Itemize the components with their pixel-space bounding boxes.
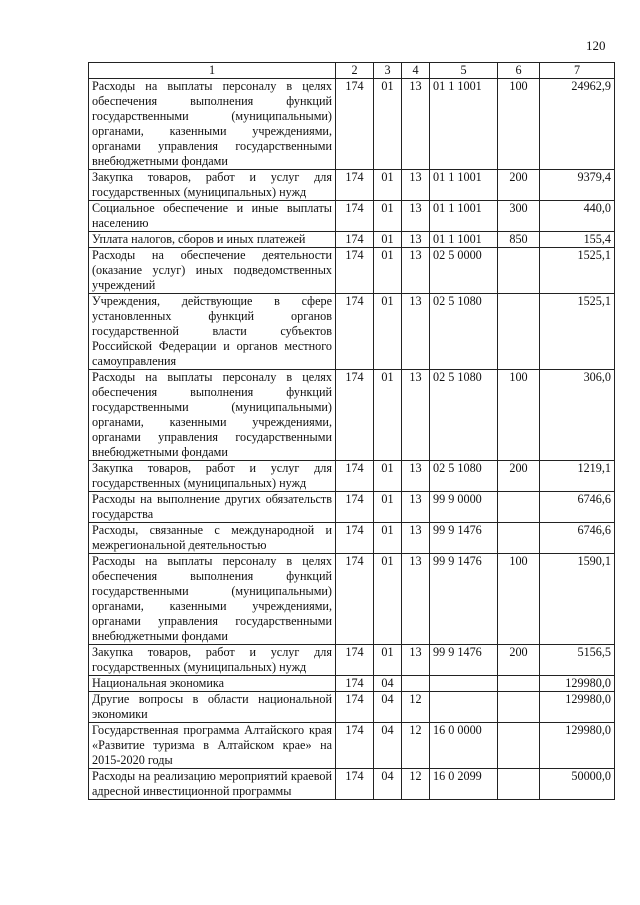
expense-name-cell: Расходы на выплаты персоналу в целях обеспечения выполнения функций государственными (муниципальными) органами, казенными учреждениями, органами управления государственными внебюджетными фондами <box>89 370 336 461</box>
ministry-code-cell: 174 <box>336 645 374 676</box>
table-row <box>89 201 615 232</box>
expense-type-cell: 100 <box>498 370 540 461</box>
table-row <box>89 370 615 461</box>
section-code-cell: 01 <box>374 79 402 170</box>
target-article-cell: 99 9 0000 <box>430 492 498 523</box>
table-row <box>89 492 615 523</box>
amount-cell: 440,0 <box>540 201 615 232</box>
target-article-cell: 16 0 0000 <box>430 723 498 769</box>
amount-cell: 6746,6 <box>540 523 615 554</box>
section-code-cell: 01 <box>374 461 402 492</box>
ministry-code-cell: 174 <box>336 461 374 492</box>
table-row <box>89 692 615 723</box>
subsection-code-cell: 13 <box>402 294 430 370</box>
section-code-cell: 04 <box>374 692 402 723</box>
ministry-code-cell: 174 <box>336 170 374 201</box>
expense-name-cell: Расходы на выполнение других обязательств государства <box>89 492 336 523</box>
header-cell: 1 <box>89 63 336 79</box>
expense-type-cell: 100 <box>498 554 540 645</box>
table-row <box>89 79 615 170</box>
ministry-code-cell: 174 <box>336 676 374 692</box>
subsection-code-cell: 13 <box>402 554 430 645</box>
table-row <box>89 554 615 645</box>
subsection-code-cell: 13 <box>402 248 430 294</box>
table-row <box>89 248 615 294</box>
section-code-cell: 04 <box>374 676 402 692</box>
subsection-code-cell: 13 <box>402 201 430 232</box>
ministry-code-cell: 174 <box>336 554 374 645</box>
expense-type-cell: 200 <box>498 461 540 492</box>
amount-cell: 1219,1 <box>540 461 615 492</box>
section-code-cell: 01 <box>374 294 402 370</box>
expense-name-cell: Закупка товаров, работ и услуг для государственных (муниципальных) нужд <box>89 170 336 201</box>
expense-name-cell: Расходы, связанные с международной и межрегиональной деятельностью <box>89 523 336 554</box>
expense-name-cell: Государственная программа Алтайского края «Развитие туризма в Алтайском крае» на 2015-2020 годы <box>89 723 336 769</box>
subsection-code-cell: 12 <box>402 769 430 800</box>
expense-type-cell: 200 <box>498 170 540 201</box>
subsection-code-cell: 12 <box>402 723 430 769</box>
subsection-code-cell: 13 <box>402 232 430 248</box>
amount-cell: 1590,1 <box>540 554 615 645</box>
header-cell: 2 <box>336 63 374 79</box>
target-article-cell: 99 9 1476 <box>430 523 498 554</box>
header-cell: 3 <box>374 63 402 79</box>
amount-cell: 129980,0 <box>540 692 615 723</box>
target-article-cell: 02 5 1080 <box>430 370 498 461</box>
target-article-cell: 01 1 1001 <box>430 79 498 170</box>
budget-table <box>88 62 615 800</box>
target-article-cell: 99 9 1476 <box>430 645 498 676</box>
subsection-code-cell: 13 <box>402 523 430 554</box>
amount-cell: 50000,0 <box>540 769 615 800</box>
expense-name-cell: Закупка товаров, работ и услуг для государственных (муниципальных) нужд <box>89 645 336 676</box>
section-code-cell: 01 <box>374 523 402 554</box>
expense-type-cell: 100 <box>498 79 540 170</box>
section-code-cell: 01 <box>374 370 402 461</box>
header-cell: 4 <box>402 63 430 79</box>
expense-name-cell: Расходы на реализацию мероприятий краевой адресной инвестиционной программы <box>89 769 336 800</box>
target-article-cell: 02 5 0000 <box>430 248 498 294</box>
subsection-code-cell: 13 <box>402 492 430 523</box>
ministry-code-cell: 174 <box>336 79 374 170</box>
expense-name-cell: Расходы на обеспечение деятельности (оказание услуг) иных подведомственных учреждений <box>89 248 336 294</box>
table-row <box>89 523 615 554</box>
amount-cell: 129980,0 <box>540 723 615 769</box>
expense-name-cell: Расходы на выплаты персоналу в целях обеспечения выполнения функций государственными (муниципальными) органами, казенными учреждениями, органами управления государственными внебюджетными фондами <box>89 554 336 645</box>
section-code-cell: 04 <box>374 769 402 800</box>
expense-name-cell: Расходы на выплаты персоналу в целях обеспечения выполнения функций государственными (муниципальными) органами, казенными учреждениями, органами управления государственными внебюджетными фондами <box>89 79 336 170</box>
ministry-code-cell: 174 <box>336 492 374 523</box>
expense-type-cell <box>498 769 540 800</box>
subsection-code-cell <box>402 676 430 692</box>
subsection-code-cell: 13 <box>402 461 430 492</box>
subsection-code-cell: 13 <box>402 370 430 461</box>
table-row <box>89 769 615 800</box>
expense-type-cell <box>498 723 540 769</box>
amount-cell: 306,0 <box>540 370 615 461</box>
expense-name-cell: Закупка товаров, работ и услуг для государственных (муниципальных) нужд <box>89 461 336 492</box>
ministry-code-cell: 174 <box>336 294 374 370</box>
expense-name-cell: Учреждения, действующие в сфере установленных функций органов государственной власти субъектов Российской Федерации и органов местного самоуправления <box>89 294 336 370</box>
header-cell: 5 <box>430 63 498 79</box>
section-code-cell: 01 <box>374 492 402 523</box>
section-code-cell: 01 <box>374 170 402 201</box>
amount-cell: 1525,1 <box>540 248 615 294</box>
expense-type-cell <box>498 676 540 692</box>
amount-cell: 24962,9 <box>540 79 615 170</box>
expense-name-cell: Социальное обеспечение и иные выплаты населению <box>89 201 336 232</box>
section-code-cell: 01 <box>374 232 402 248</box>
table-row <box>89 723 615 769</box>
expense-name-cell: Другие вопросы в области национальной экономики <box>89 692 336 723</box>
header-cell: 7 <box>540 63 615 79</box>
target-article-cell: 02 5 1080 <box>430 294 498 370</box>
ministry-code-cell: 174 <box>336 248 374 294</box>
table-row <box>89 294 615 370</box>
target-article-cell: 99 9 1476 <box>430 554 498 645</box>
ministry-code-cell: 174 <box>336 723 374 769</box>
page-number: 120 <box>586 38 606 53</box>
target-article-cell: 02 5 1080 <box>430 461 498 492</box>
expense-type-cell: 850 <box>498 232 540 248</box>
amount-cell: 129980,0 <box>540 676 615 692</box>
target-article-cell: 01 1 1001 <box>430 232 498 248</box>
amount-cell: 1525,1 <box>540 294 615 370</box>
subsection-code-cell: 12 <box>402 692 430 723</box>
expense-type-cell <box>498 692 540 723</box>
ministry-code-cell: 174 <box>336 370 374 461</box>
table-row <box>89 676 615 692</box>
target-article-cell: 01 1 1001 <box>430 201 498 232</box>
target-article-cell: 01 1 1001 <box>430 170 498 201</box>
table-row <box>89 232 615 248</box>
subsection-code-cell: 13 <box>402 79 430 170</box>
expense-type-cell <box>498 248 540 294</box>
table-row <box>89 645 615 676</box>
section-code-cell: 01 <box>374 554 402 645</box>
expense-type-cell: 300 <box>498 201 540 232</box>
amount-cell: 9379,4 <box>540 170 615 201</box>
header-cell: 6 <box>498 63 540 79</box>
expense-name-cell: Национальная экономика <box>89 676 336 692</box>
ministry-code-cell: 174 <box>336 523 374 554</box>
table-header-row <box>89 63 615 79</box>
target-article-cell: 16 0 2099 <box>430 769 498 800</box>
subsection-code-cell: 13 <box>402 170 430 201</box>
ministry-code-cell: 174 <box>336 201 374 232</box>
ministry-code-cell: 174 <box>336 769 374 800</box>
expense-type-cell <box>498 492 540 523</box>
section-code-cell: 01 <box>374 201 402 232</box>
section-code-cell: 04 <box>374 723 402 769</box>
table-row <box>89 461 615 492</box>
target-article-cell <box>430 692 498 723</box>
expense-type-cell: 200 <box>498 645 540 676</box>
section-code-cell: 01 <box>374 645 402 676</box>
amount-cell: 6746,6 <box>540 492 615 523</box>
expense-type-cell <box>498 523 540 554</box>
subsection-code-cell: 13 <box>402 645 430 676</box>
section-code-cell: 01 <box>374 248 402 294</box>
table-row <box>89 170 615 201</box>
target-article-cell <box>430 676 498 692</box>
ministry-code-cell: 174 <box>336 232 374 248</box>
amount-cell: 5156,5 <box>540 645 615 676</box>
amount-cell: 155,4 <box>540 232 615 248</box>
expense-type-cell <box>498 294 540 370</box>
expense-name-cell: Уплата налогов, сборов и иных платежей <box>89 232 336 248</box>
ministry-code-cell: 174 <box>336 692 374 723</box>
